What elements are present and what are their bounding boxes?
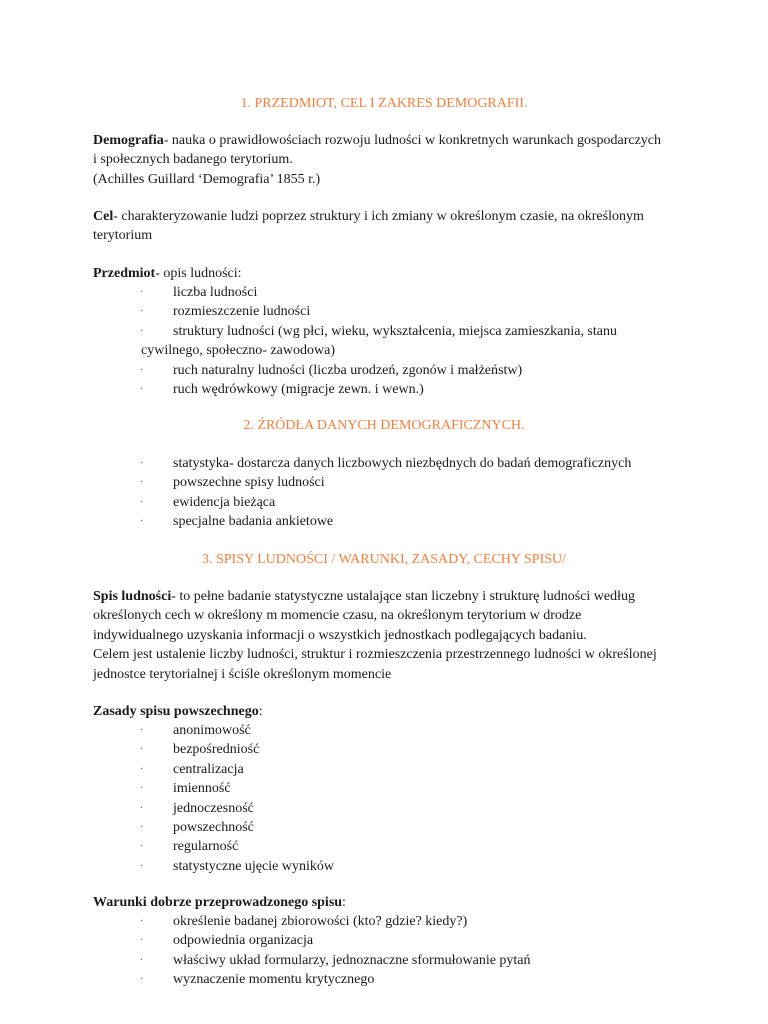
term-przedmiot: Przedmiot bbox=[93, 266, 156, 281]
list-item: · anonimowość bbox=[93, 721, 693, 740]
definition-cel-line-2: terytorium bbox=[93, 228, 153, 244]
term-warunki: Warunki dobrze przeprowadzonego spisu bbox=[93, 895, 343, 910]
bullet-glyph: · bbox=[140, 364, 144, 376]
term-spis-ludnosci: Spis ludności bbox=[93, 589, 172, 604]
paragraph-demografia bbox=[93, 131, 693, 189]
bullet-glyph: · bbox=[140, 916, 144, 927]
bullet-glyph: · bbox=[140, 783, 144, 795]
list-item: · imienność bbox=[93, 779, 693, 798]
term-cel: Cel bbox=[93, 209, 114, 224]
list-item: · rozmieszczenie ludności bbox=[93, 302, 693, 321]
list-item: · statystyka- dostarcza danych liczbowych niezbędnych do badań demograficznych bbox=[93, 454, 693, 473]
bullet-glyph: · bbox=[140, 287, 144, 298]
list-item: · struktury ludności (wg płci, wieku, wykształcenia, miejsca zamieszkania, stanu cywilnego, społeczno- zawodowa) bbox=[93, 322, 693, 361]
term-zasady: Zasady spisu powszechnego bbox=[93, 704, 259, 719]
bullet-glyph: · bbox=[140, 763, 144, 775]
bullet-glyph: · bbox=[140, 935, 144, 947]
bullet-glyph: · bbox=[140, 516, 144, 528]
list-item: · jednoczesność bbox=[93, 799, 693, 818]
list-item: · statystyczne ujęcie wyników bbox=[93, 857, 693, 876]
list-item: · regularność bbox=[93, 837, 693, 856]
bullet-glyph: · bbox=[140, 477, 144, 489]
list-item: · bezpośredniość bbox=[93, 740, 693, 759]
list-zrodla bbox=[93, 454, 693, 532]
list-item: · ewidencja bieżąca bbox=[93, 493, 693, 512]
heading-section-2: 2. ŹRÓDŁA DANYCH DEMOGRAFICZNYCH. bbox=[243, 418, 525, 433]
bullet-glyph: · bbox=[140, 822, 144, 834]
bullet-glyph: · bbox=[140, 458, 144, 469]
demografia-source: (Achilles Guillard ‘Demografia’ 1855 r.) bbox=[93, 171, 321, 187]
list-item: · właściwy układ formularzy, jednoznaczne sformułowanie pytań bbox=[93, 951, 693, 970]
list-item: · odpowiednia organizacja bbox=[93, 931, 693, 950]
list-zasady bbox=[93, 721, 693, 876]
list-item: · specjalne badania ankietowe bbox=[93, 512, 693, 531]
bullet-glyph: · bbox=[140, 954, 144, 966]
list-item: · ruch naturalny ludności (liczba urodzeń, zgonów i małżeństw) bbox=[93, 361, 693, 380]
bullet-glyph: · bbox=[140, 725, 144, 736]
heading-section-3: 3. SPISY LUDNOŚCI / WARUNKI, ZASADY, CECHY SPISU/ bbox=[201, 552, 567, 567]
list-item: · liczba ludności bbox=[93, 283, 693, 302]
definition-demografia-line-2: i społecznych badanego terytorium. bbox=[93, 152, 293, 168]
heading-section-1: 1. PRZEDMIOT, CEL I ZAKRES DEMOGRAFII. bbox=[240, 96, 528, 111]
list-item: · centralizacja bbox=[93, 760, 693, 779]
paragraph-cel bbox=[93, 207, 693, 246]
bullet-glyph: · bbox=[140, 841, 144, 853]
definition-cel-line-1: - charakteryzowanie ludzi poprzez struktury i ich zmiany w określonym czasie, na określonym bbox=[113, 209, 644, 224]
paragraph-warunki: Warunki dobrze przeprowadzonego spisu: bbox=[93, 895, 346, 910]
bullet-glyph: · bbox=[140, 860, 144, 872]
list-przedmiot bbox=[93, 283, 693, 399]
list-item: · powszechność bbox=[93, 818, 693, 837]
bullet-glyph: · bbox=[140, 325, 144, 337]
bullet-glyph: · bbox=[140, 496, 144, 508]
bullet-glyph: · bbox=[140, 974, 144, 986]
term-demografia: Demografia bbox=[93, 133, 164, 148]
list-warunki bbox=[93, 912, 693, 990]
paragraph-zasady: Zasady spisu powszechnego: bbox=[93, 704, 263, 719]
definition-przedmiot: - opis ludności: bbox=[155, 266, 242, 281]
list-item: · określenie badanej zbiorowości (kto? gdzie? kiedy?) bbox=[93, 912, 693, 931]
list-item-continuation: cywilnego, społeczno- zawodowa) bbox=[141, 343, 335, 359]
bullet-glyph: · bbox=[140, 802, 144, 814]
list-item: · wyznaczenie momentu krytycznego bbox=[93, 970, 693, 989]
bullet-glyph: · bbox=[140, 744, 144, 756]
bullet-glyph: · bbox=[140, 306, 144, 318]
definition-demografia-line-1: - nauka o prawidłowościach rozwoju ludności w konkretnych warunkach gospodarczych bbox=[163, 133, 661, 148]
list-item: · ruch wędrówkowy (migracje zewn. i wewn.) bbox=[93, 380, 693, 399]
list-item: · powszechne spisy ludności bbox=[93, 473, 693, 492]
bullet-glyph: · bbox=[140, 384, 144, 396]
paragraph-przedmiot bbox=[93, 264, 693, 283]
paragraph-spis-ludnosci: Spis ludności- to pełne badanie statystyczne ustalające stan liczebny i strukturę ludności według określonych cech w określony m momencie czasu, na określonym terytorium w drodze indywidualnego uzyskania informacji o wszystkich jednostkach podlegających badaniu. Celem jest ustalenie liczby ludności, struktur i rozmieszczenia przestrzennego ludności w określonej jednostce terytorialnej i ściśle określonym momencie bbox=[93, 589, 657, 682]
